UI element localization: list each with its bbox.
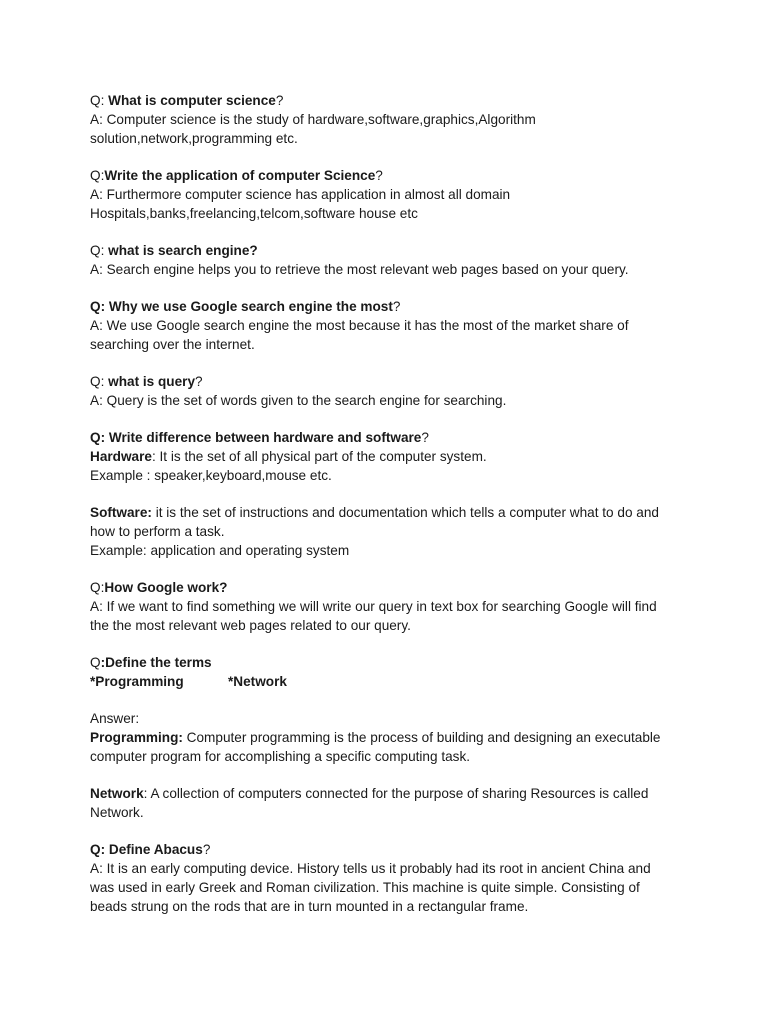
question-suffix: ? xyxy=(375,168,383,183)
question-prefix: Q: xyxy=(90,168,105,183)
question-text: what is query xyxy=(108,374,196,389)
answer-1-line-1: A: Computer science is the study of hardware,software,graphics,Algorithm xyxy=(90,112,536,127)
question-suffix: ? xyxy=(392,299,401,314)
document-page xyxy=(90,91,690,916)
software-definition-line-2: how to perform a task. xyxy=(90,524,225,539)
question-6 xyxy=(90,428,690,447)
answer-5-line-1: A: Query is the set of words given to the search engine for searching. xyxy=(90,393,507,408)
question-3 xyxy=(90,241,690,260)
network-label: Network xyxy=(90,786,144,801)
network-text: : A collection of computers connected for the purpose of sharing Resources is called xyxy=(143,786,649,801)
question-text: How Google work? xyxy=(104,580,228,595)
question-prefix: Q: xyxy=(90,374,109,389)
answer-9-line-3: beads strung on the rods that are in turn mounted in a rectangular frame. xyxy=(90,899,529,914)
network-definition-line-2: Network. xyxy=(90,805,144,820)
answer-2-line-2: Hospitals,banks,freelancing,telcom,software house etc xyxy=(90,206,418,221)
term-programming: *Programming xyxy=(90,674,184,689)
answer-4-line-1: A: We use Google search engine the most because it has the most of the market share of xyxy=(90,318,629,333)
programming-definition-line-2: computer program for accomplishing a specific computing task. xyxy=(90,749,471,764)
question-text: Q: Why we use Google search engine the most xyxy=(90,299,393,314)
question-suffix: ? xyxy=(202,842,211,857)
question-suffix: ? xyxy=(421,430,429,445)
question-4 xyxy=(90,297,690,316)
question-text: what is search engine? xyxy=(108,243,258,258)
software-text: it is the set of instructions and documentation which tells a computer what to do and xyxy=(151,505,659,520)
answer-label: Answer: xyxy=(90,711,140,726)
software-definition xyxy=(90,503,690,522)
question-suffix: ? xyxy=(275,93,284,108)
question-prefix: Q: xyxy=(90,93,109,108)
answer-1-line-2: solution,network,programming etc. xyxy=(90,131,298,146)
question-5 xyxy=(90,372,690,391)
question-9 xyxy=(90,840,690,859)
question-text: What is computer science xyxy=(108,93,276,108)
hardware-label: Hardware xyxy=(90,449,152,464)
question-prefix: Q xyxy=(90,655,101,670)
question-prefix: Q: xyxy=(90,243,109,258)
question-text: Q: Define Abacus xyxy=(90,842,203,857)
question-text: :Define the terms xyxy=(100,655,212,670)
programming-definition xyxy=(90,728,690,747)
hardware-text: : It is the set of all physical part of the computer system. xyxy=(151,449,487,464)
answer-4-line-2: searching over the internet. xyxy=(90,337,255,352)
question-8 xyxy=(90,653,690,672)
network-definition xyxy=(90,784,690,803)
hardware-example: Example : speaker,keyboard,mouse etc. xyxy=(90,468,332,483)
software-example: Example: application and operating system xyxy=(90,543,350,558)
software-label: Software: xyxy=(90,505,152,520)
question-2 xyxy=(90,166,690,185)
answer-7-line-2: the the most relevant web pages related to our query. xyxy=(90,618,411,633)
answer-3-line-1: A: Search engine helps you to retrieve the most relevant web pages based on your query. xyxy=(90,262,629,277)
question-suffix: ? xyxy=(195,374,203,389)
programming-text: Computer programming is the process of building and designing an executable xyxy=(182,730,661,745)
question-text: Write the application of computer Science xyxy=(104,168,376,183)
term-network: *Network xyxy=(228,674,287,689)
question-8-terms xyxy=(90,672,690,691)
question-text: Q: Write difference between hardware and software xyxy=(90,430,422,445)
answer-9-line-2: was used in early Greek and Roman civilization. This machine is quite simple. Consisting of xyxy=(90,880,640,895)
question-prefix: Q: xyxy=(90,580,105,595)
question-7 xyxy=(90,578,690,597)
answer-2-line-1: A: Furthermore computer science has application in almost all domain xyxy=(90,187,511,202)
question-1 xyxy=(90,91,690,110)
hardware-definition xyxy=(90,447,690,466)
programming-label: Programming: xyxy=(90,730,183,745)
answer-7-line-1: A: If we want to find something we will write our query in text box for searching Google will find xyxy=(90,599,657,614)
answer-9-line-1: A: It is an early computing device. History tells us it probably had its root in ancient China and xyxy=(90,861,651,876)
